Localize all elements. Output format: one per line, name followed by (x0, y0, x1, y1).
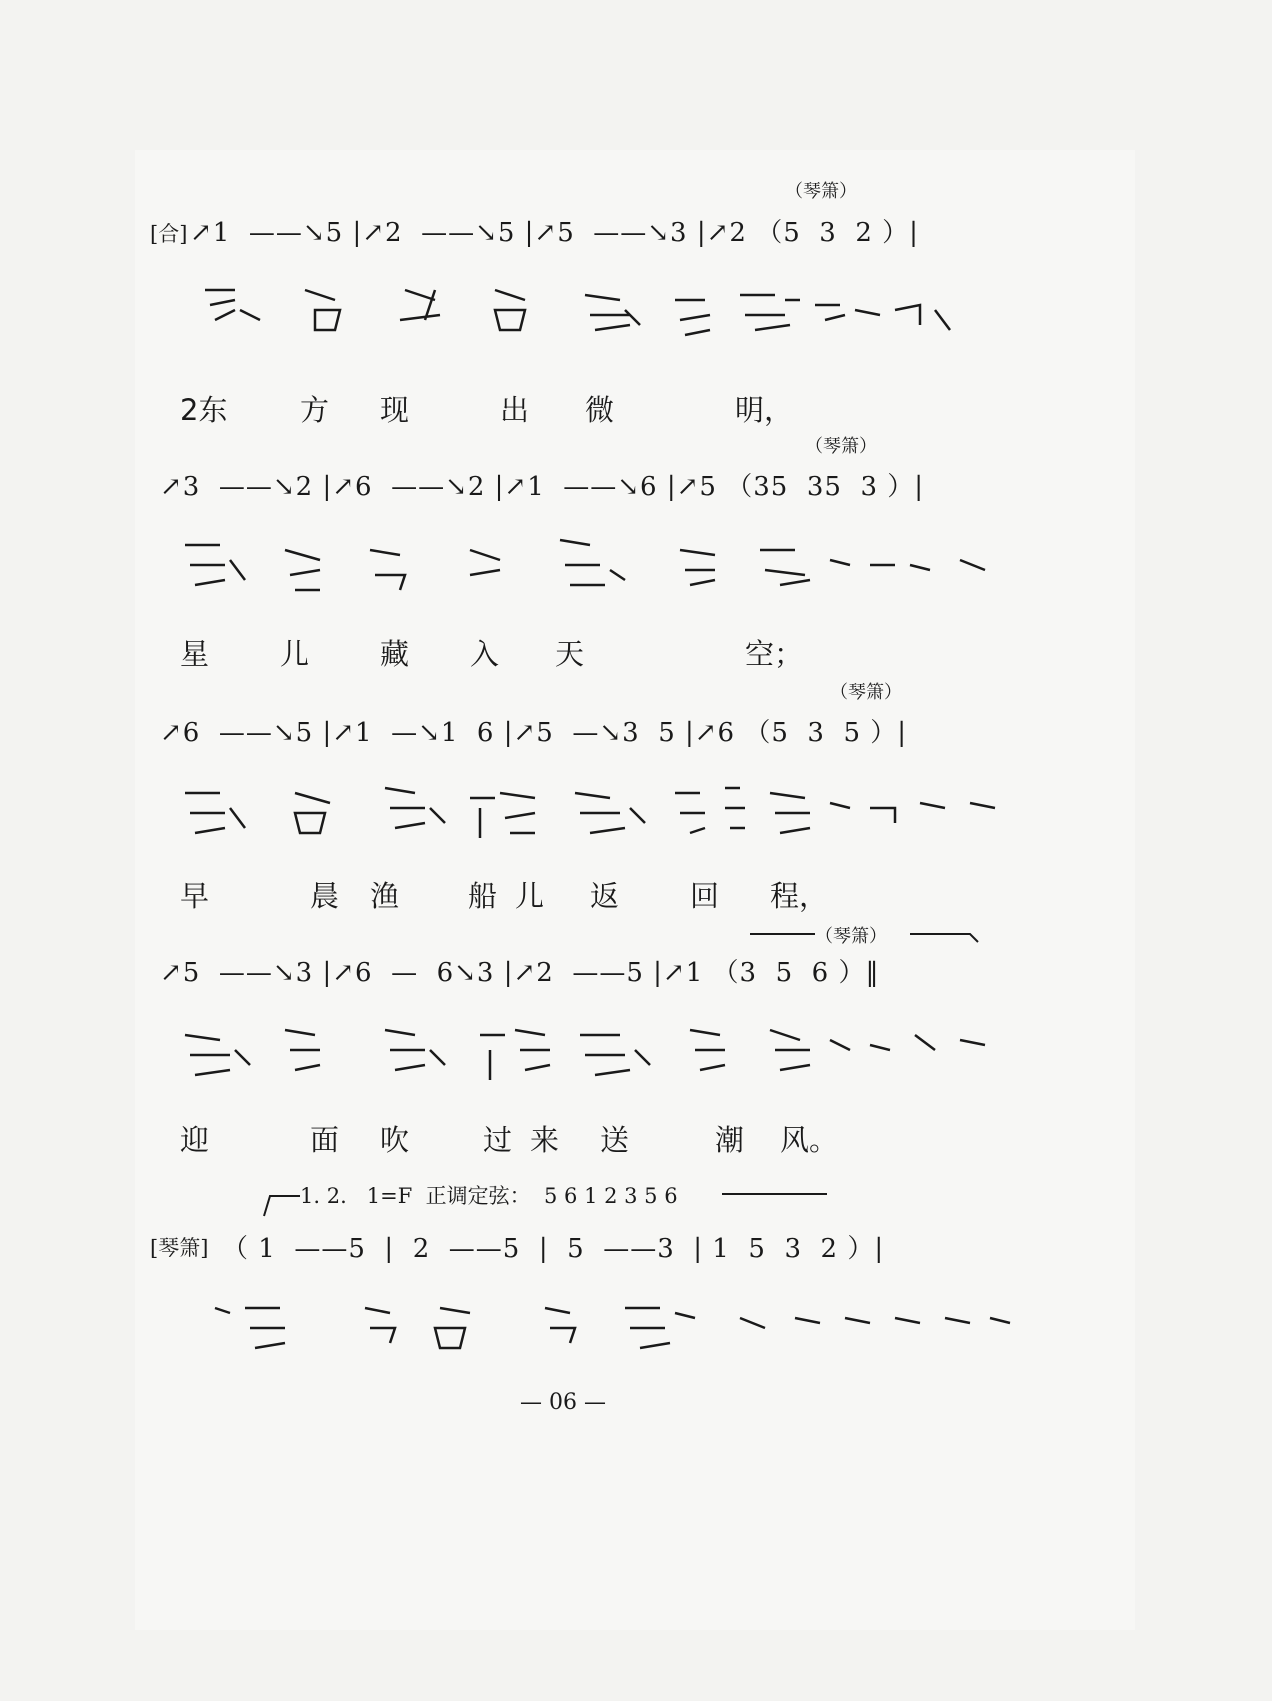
lyric-char: 程， (770, 879, 829, 913)
lyric-char: 迎 (180, 1123, 210, 1157)
volta-line-extension (722, 1192, 832, 1198)
tablature-line-4 (170, 990, 1020, 1090)
lyric-char: 空； (745, 637, 804, 671)
lyrics-line-1 (150, 388, 1050, 427)
tablature-line-1 (195, 250, 1015, 340)
lyric-char: 潮 (715, 1123, 745, 1157)
lyric-char: 返 (590, 879, 620, 913)
lyric-char: 来 (530, 1123, 560, 1157)
lyric-char: 出 (500, 393, 530, 427)
annotation-qinxiao-4: （琴箫） (815, 926, 887, 947)
lyric-char: 船 (468, 879, 498, 913)
lyric-char: 晨 (310, 879, 340, 913)
lyric-char: 吹 (380, 1123, 410, 1157)
volta-bracket (262, 1188, 302, 1218)
lyric-char: 回 (690, 879, 720, 913)
section-label-he: [合] (150, 222, 188, 246)
annotation-qinxiao-2: （琴箫） (805, 436, 877, 457)
lyrics-line-4 (150, 1118, 1050, 1157)
notation-line-1: ↗1 ——↘5 |↗2 ——↘5 |↗5 ——↘3 |↗2 （5 3 2 ）| (190, 218, 919, 248)
lyric-char: 风。 (780, 1123, 839, 1157)
tablature-final (205, 1268, 1025, 1358)
page-number: — 06 — (520, 1390, 606, 1415)
lyric-char: 现 (380, 393, 410, 427)
tablature-line-2 (170, 505, 1020, 595)
lyric-char: 过 (483, 1123, 513, 1157)
lyric-char: 2东 (180, 393, 228, 427)
notation-line-4: ↗5 ——↘3 |↗6 — 6↘3 |↗2 ——5 |↗1 （3 5 6 ）‖ (160, 958, 880, 988)
lyric-char: 星 (180, 637, 210, 671)
volta-bracket-top (750, 932, 980, 944)
lyric-char: 送 (600, 1123, 630, 1157)
section-label-qinxiao: [琴箫] (150, 1236, 209, 1260)
notation-final: （ 1 ——5 | 2 ——5 | 5 ——3 | 1 5 3 2 ）| (222, 1234, 885, 1264)
volta-tuning-line: 1. 2. 1=F 正调定弦： 5 6 1 2 3 5 6 (300, 1184, 678, 1208)
lyric-char: 儿 (515, 879, 545, 913)
lyric-char: 微 (585, 393, 615, 427)
lyrics-line-3 (150, 874, 1050, 913)
lyric-char: 早 (180, 879, 210, 913)
lyric-char: 儿 (280, 637, 310, 671)
lyrics-line-2 (150, 632, 1050, 671)
notation-line-2: ↗3 ——↘2 |↗6 ——↘2 |↗1 ——↘6 |↗5 （35 35 3 ）| (160, 472, 925, 502)
lyric-char: 入 (470, 637, 500, 671)
tablature-line-3 (170, 748, 1020, 848)
annotation-qinxiao-3: （琴箫） (830, 682, 902, 703)
lyric-char: 明， (735, 393, 794, 427)
notation-line-3: ↗6 ——↘5 |↗1 —↘1 6 |↗5 —↘3 5 |↗6 （5 3 5 ）| (160, 718, 908, 748)
lyric-char: 方 (300, 393, 330, 427)
annotation-qinxiao-1: （琴箫） (785, 181, 857, 202)
lyric-char: 面 (310, 1123, 340, 1157)
lyric-char: 天 (555, 637, 585, 671)
lyric-char: 藏 (380, 637, 410, 671)
lyric-char: 渔 (370, 879, 400, 913)
